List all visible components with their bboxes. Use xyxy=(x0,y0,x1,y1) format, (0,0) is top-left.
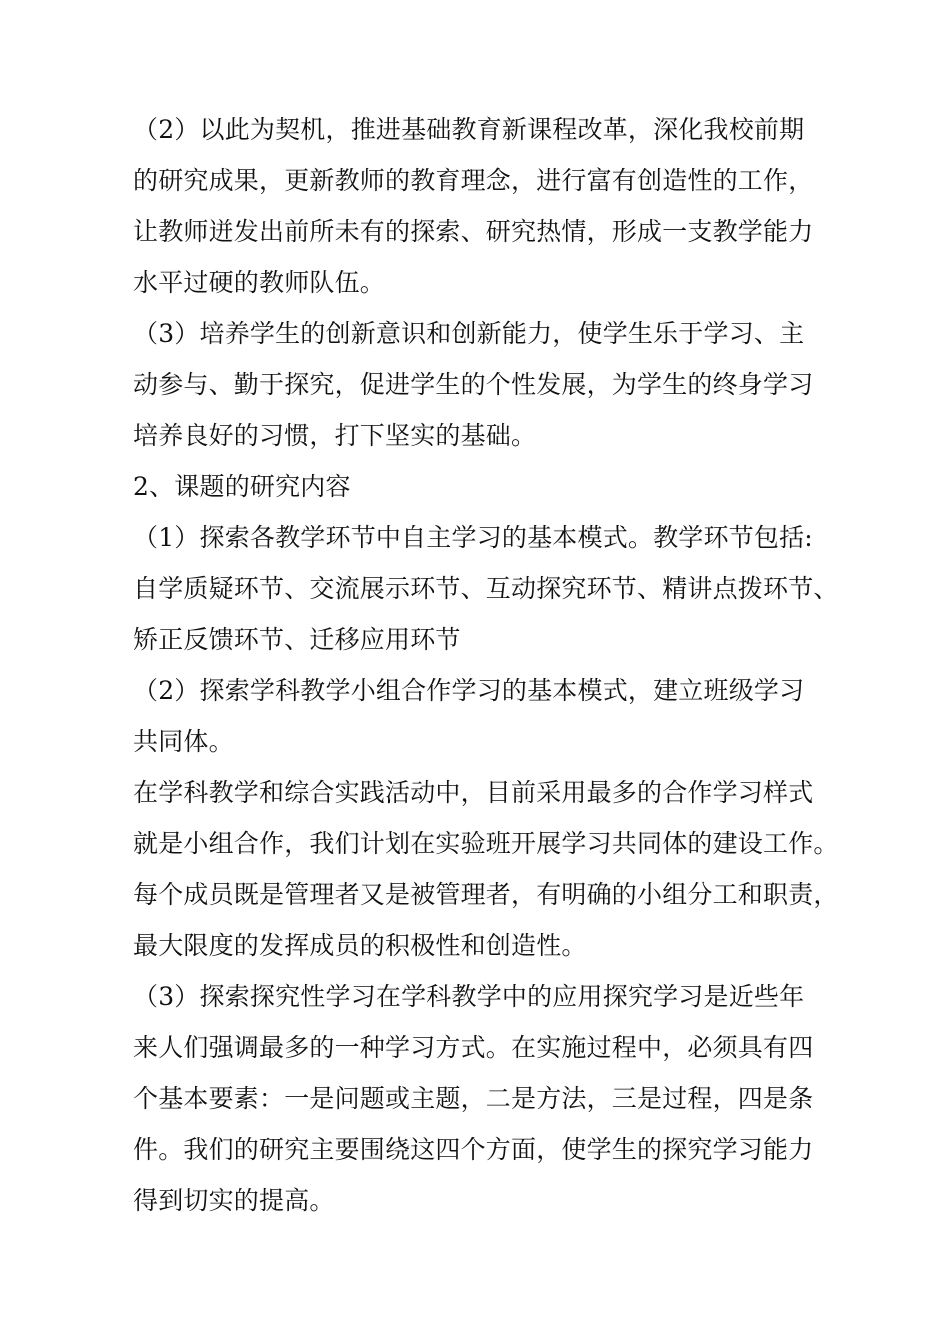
section-heading: 2、课题的研究内容 xyxy=(133,472,351,501)
text-line: （2）探索学科教学小组合作学习的基本模式，建立班级学习 xyxy=(133,676,805,705)
text-line: 最大限度的发挥成员的积极性和创造性。 xyxy=(133,931,587,960)
text-line: （2）以此为契机，推进基础教育新课程改革，深化我校前期 xyxy=(133,115,805,144)
text-line: （1）探索各教学环节中自主学习的基本模式。教学环节包括: xyxy=(133,523,813,552)
text-line: 矫正反馈环节、迁移应用环节 xyxy=(133,625,461,654)
text-line: 让教师迸发出前所未有的探索、研究热情，形成一支教学能力 xyxy=(133,217,814,246)
text-line: 水平过硬的教师队伍。 xyxy=(133,268,386,297)
text-line: 个基本要素：一是问题或主题，二是方法，三是过程，四是条 xyxy=(133,1084,814,1113)
text-line: 动参与、勤于探究，促进学生的个性发展，为学生的终身学习 xyxy=(133,370,814,399)
text-line: 自学质疑环节、交流展示环节、互动探究环节、精讲点拨环节、 xyxy=(133,574,839,603)
text-line: （3）探索探究性学习在学科教学中的应用探究学习是近些年 xyxy=(133,982,805,1011)
text-line: 共同体。 xyxy=(133,727,234,756)
text-line: 就是小组合作，我们计划在实验班开展学习共同体的建设工作。 xyxy=(133,829,839,858)
text-line: 得到切实的提高。 xyxy=(133,1186,335,1215)
text-line: 培养良好的习惯，打下坚实的基础。 xyxy=(133,421,537,450)
text-line: 在学科教学和综合实践活动中，目前采用最多的合作学习样式 xyxy=(133,778,814,807)
text-line: 来人们强调最多的一种学习方式。在实施过程中，必须具有四 xyxy=(133,1033,814,1062)
text-line: 件。我们的研究主要围绕这四个方面，使学生的探究学习能力 xyxy=(133,1135,814,1164)
text-line: 的研究成果，更新教师的教育理念，进行富有创造性的工作， xyxy=(133,166,814,195)
text-line: 每个成员既是管理者又是被管理者，有明确的小组分工和职责， xyxy=(133,880,839,909)
text-line: （3）培养学生的创新意识和创新能力，使学生乐于学习、主 xyxy=(133,319,805,348)
document-body xyxy=(133,108,853,1230)
